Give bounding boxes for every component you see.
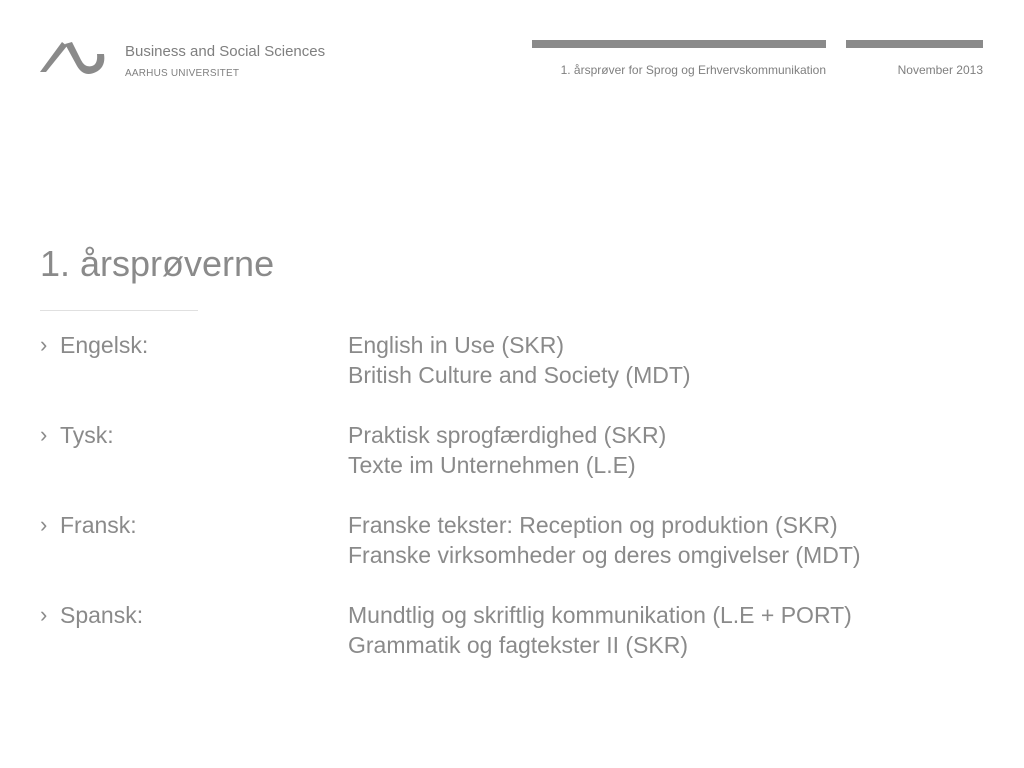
course-name: Praktisk sprogfærdighed (SKR) [348, 422, 667, 448]
bullet-icon: › [40, 602, 48, 627]
list-item-engelsk [40, 330, 1000, 390]
course-name: Franske tekster: Reception og produktion (SKR) [348, 512, 838, 538]
bullet-icon: › [40, 422, 48, 447]
exam-list [40, 330, 1000, 690]
bullet-icon: › [40, 332, 48, 357]
course-name: Franske virksomheder og deres omgivelser (MDT) [348, 542, 861, 568]
language-label: Engelsk: [60, 332, 149, 358]
language-label: Fransk: [60, 512, 137, 538]
language-label: Tysk: [60, 422, 114, 448]
slide-title: 1. årsprøverne [40, 243, 275, 284]
course-name: British Culture and Society (MDT) [348, 362, 691, 388]
header-bar-date [846, 40, 983, 48]
list-item-fransk [40, 510, 1000, 570]
course-name: Texte im Unternehmen (L.E) [348, 452, 636, 478]
aarhus-university-logo-icon [40, 40, 108, 74]
course-name: English in Use (SKR) [348, 332, 565, 358]
bullet-icon: › [40, 512, 48, 537]
course-name: Grammatik og fagtekster II (SKR) [348, 632, 688, 658]
list-item-tysk [40, 420, 1000, 480]
header-date: November 2013 [897, 63, 983, 77]
list-item-spansk [40, 600, 1000, 660]
course-name: Mundtlig og skriftlig kommunikation (L.E + PORT) [348, 602, 852, 628]
language-label: Spansk: [60, 602, 144, 628]
header-course-title: 1. årsprøver for Sprog og Erhvervskommunikation [560, 63, 826, 77]
title-divider [40, 310, 198, 311]
header-bar-course [532, 40, 826, 48]
university-name: AARHUS UNIVERSITET [125, 68, 240, 79]
faculty-name: Business and Social Sciences [125, 43, 326, 60]
